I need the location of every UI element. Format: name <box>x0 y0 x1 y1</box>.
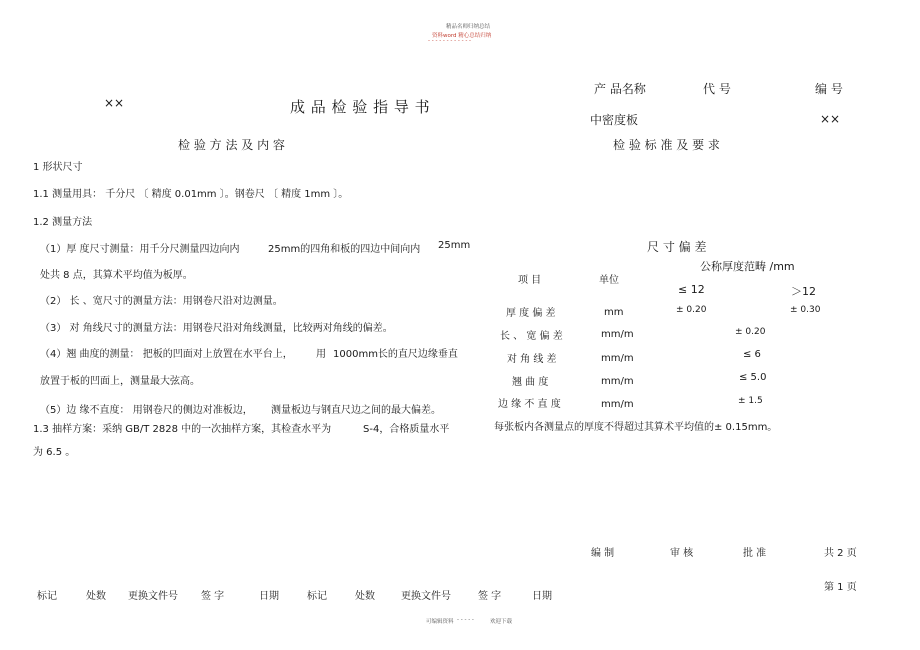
row-edge-both: ± 1.5 <box>738 396 763 406</box>
record-file-2: 更换文件号 <box>401 591 451 602</box>
record-date-1: 日期 <box>259 591 279 602</box>
approve-label: 批 准 <box>743 548 767 559</box>
row-diagonal-item: 对 角 线 差 <box>507 354 557 365</box>
code-label: 代 号 <box>703 82 731 96</box>
doc-code: ×× <box>104 96 125 110</box>
row-warp-both: ≤ 5.0 <box>739 372 767 383</box>
method-4b: 用 <box>316 349 326 360</box>
row-length-item: 长 、 宽 偏 差 <box>500 331 563 342</box>
row-thickness-item: 厚 度 偏 差 <box>506 308 556 319</box>
row-warp-item: 翘 曲 度 <box>512 377 549 388</box>
product-name-label: 产 品名称 <box>594 82 646 96</box>
row-edge-item: 边 缘 不 直 度 <box>498 399 561 410</box>
record-sign-1: 签 字 <box>201 591 225 602</box>
method-1a: （1）厚 度尺寸测量：用千分尺测量四边向内 <box>40 244 240 255</box>
method-1b: 25mm的四角和板的四边中间向内 <box>268 244 421 255</box>
section-1-3b: S-4，合格质量水平 <box>363 424 450 435</box>
number-value: ×× <box>820 112 841 126</box>
row-warp-unit: mm/m <box>601 376 634 387</box>
row-thickness-gt12: ± 0.30 <box>790 305 821 315</box>
left-section-title: 检 验 方 法 及 内 容 <box>178 138 285 152</box>
col-unit: 单位 <box>599 275 619 286</box>
tolerance-note: 每张板内各测量点的厚度不得超过其算术平均值的± 0.15mm。 <box>494 422 778 433</box>
section-1-3c: 为 6.5 。 <box>33 447 76 458</box>
watermark-bottom-dashes: - - - - - <box>457 617 474 623</box>
method-4a: （4）翘 曲度的测量： 把板的凹面对上放置在水平台上， <box>40 349 293 360</box>
row-edge-unit: mm/m <box>601 399 634 410</box>
method-4d: 放置于板的凹面上，测量最大弦高。 <box>40 376 200 387</box>
record-file-1: 更换文件号 <box>128 591 178 602</box>
method-1d: 处共 8 点，其算术平均值为板厚。 <box>40 270 193 281</box>
col-item: 项 目 <box>518 275 542 286</box>
method-5a: （5）边 缘不直度： 用钢卷尺的侧边对准板边， <box>40 405 253 416</box>
record-mark-2: 标记 <box>307 591 327 602</box>
watermark-top-2: 资料word 精心总结归纳 <box>432 33 492 39</box>
method-2: （2） 长 、宽尺寸的测量方法：用钢卷尺沿对边测量。 <box>40 296 283 307</box>
review-label: 审 核 <box>670 548 694 559</box>
record-count-1: 处数 <box>86 591 106 602</box>
record-date-2: 日期 <box>532 591 552 602</box>
watermark-bottom-left: 可编辑资料 <box>426 619 454 625</box>
page-number: 第 1 页 <box>824 582 857 593</box>
product-name-value: 中密度板 <box>590 113 639 127</box>
row-length-unit: mm/m <box>601 329 634 340</box>
method-1c: 25mm <box>438 240 471 251</box>
watermark-bottom-right: 欢迎下载 <box>490 619 513 625</box>
method-3: （3） 对 角线尺寸的测量方法：用钢卷尺沿对角线测量，比较两对角线的偏差。 <box>40 323 393 334</box>
row-thickness-unit: mm <box>604 307 624 318</box>
record-sign-2: 签 字 <box>478 591 502 602</box>
section-1-3a: 1.3 抽样方案：采纳 GB/T 2828 中的一次抽样方案，其检查水平为 <box>33 424 332 435</box>
record-mark-1: 标记 <box>37 591 57 602</box>
col-gt12: ＞12 <box>791 285 816 298</box>
col-range: 公称厚度范畴 /mm <box>700 260 795 273</box>
section-1-1: 1.1 测量用具： 千分尺 〔 精度 0.01mm 〕。钢卷尺 〔 精度 1mm 〕。 <box>33 189 349 200</box>
row-diagonal-unit: mm/m <box>601 353 634 364</box>
tolerance-title: 尺 寸 偏 差 <box>647 240 707 254</box>
record-count-2: 处数 <box>355 591 375 602</box>
page-title: 成 品 检 验 指 导 书 <box>290 98 431 116</box>
method-5b: 测量板边与钢直尺边之间的最大偏差。 <box>271 405 441 416</box>
method-4c: 1000mm长的直尺边缘垂直 <box>333 349 458 360</box>
watermark-top-dashes: - - - - - - - - - - - - <box>428 38 472 44</box>
row-diagonal-both: ≤ 6 <box>743 349 761 360</box>
row-thickness-le12: ± 0.20 <box>676 305 707 315</box>
section-1: 1 形状尺寸 <box>33 162 83 173</box>
col-le12: ≤ 12 <box>678 283 705 296</box>
right-section-title: 检 验 标 准 及 要 求 <box>613 138 720 152</box>
prepare-label: 编 制 <box>591 548 615 559</box>
total-pages: 共 2 页 <box>824 548 857 559</box>
number-label: 编 号 <box>815 82 843 96</box>
row-length-both: ± 0.20 <box>735 327 766 337</box>
section-1-2: 1.2 测量方法 <box>33 217 93 228</box>
watermark-top-1: 精品名师归纳总结 <box>446 24 491 30</box>
